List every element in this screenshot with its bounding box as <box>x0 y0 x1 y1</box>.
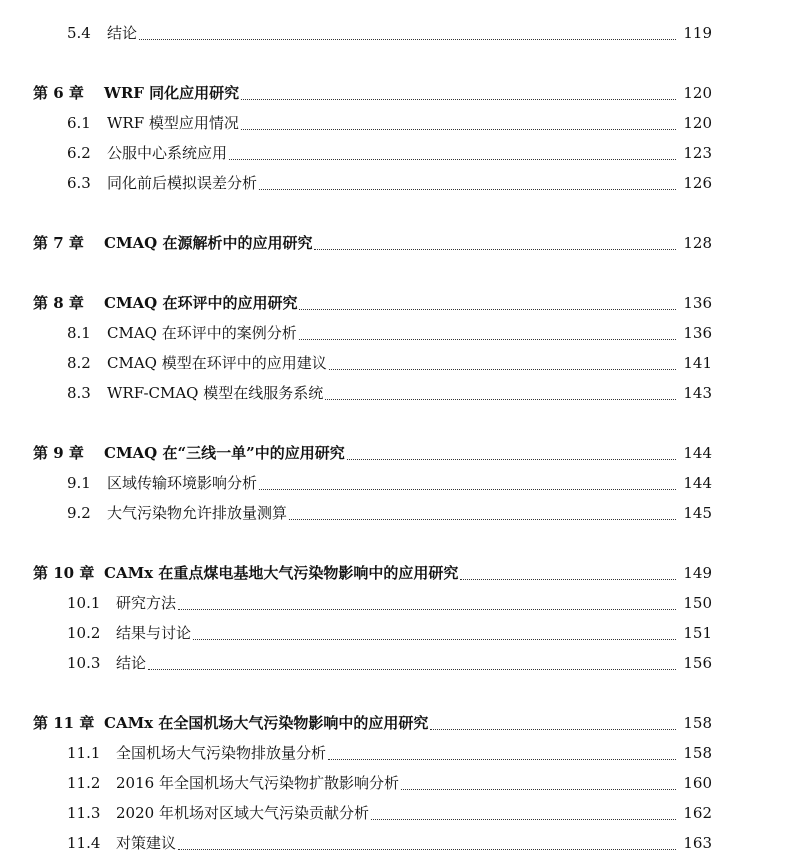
entry-title: 同化前后模拟误差分析 <box>107 174 258 192</box>
toc-section-entry[interactable] <box>0 741 790 765</box>
entry-number: 第 10 章 <box>33 564 95 582</box>
page-number: 145 <box>683 504 712 522</box>
dot-leader <box>178 609 676 610</box>
entry-title: WRF 模型应用情况 <box>107 114 239 132</box>
entry-number: 10.2 <box>67 624 101 642</box>
dot-leader <box>139 39 676 40</box>
toc-chapter-entry[interactable] <box>0 81 790 105</box>
entry-number: 8.2 <box>67 354 91 372</box>
entry-number: 第 6 章 <box>33 84 84 102</box>
dot-leader <box>289 519 676 520</box>
toc-chapter-entry[interactable] <box>0 291 790 315</box>
dot-leader <box>325 399 676 400</box>
page-number: 141 <box>683 354 712 372</box>
page-number: 158 <box>683 714 712 732</box>
entry-title: WRF 同化应用研究 <box>104 84 240 102</box>
entry-title: 全国机场大气污染物排放量分析 <box>116 744 327 762</box>
page-number: 123 <box>683 144 712 162</box>
toc-section-entry[interactable] <box>0 321 790 345</box>
entry-number: 8.1 <box>67 324 91 342</box>
dot-leader <box>347 459 676 460</box>
entry-number: 10.1 <box>67 594 101 612</box>
page-number: 120 <box>683 84 712 102</box>
dot-leader <box>229 159 676 160</box>
dot-leader <box>401 789 676 790</box>
page-number: 163 <box>683 834 712 852</box>
page-number: 136 <box>683 324 712 342</box>
page-number: 120 <box>683 114 712 132</box>
toc-section-entry[interactable] <box>0 621 790 645</box>
page-number: 144 <box>683 444 712 462</box>
entry-number: 第 9 章 <box>33 444 84 462</box>
dot-leader <box>299 339 676 340</box>
entry-number: 5.4 <box>67 24 91 42</box>
entry-number: 6.2 <box>67 144 91 162</box>
toc-section-entry[interactable] <box>0 351 790 375</box>
toc-section-entry[interactable] <box>0 171 790 195</box>
entry-number: 第 11 章 <box>33 714 95 732</box>
dot-leader <box>430 729 676 730</box>
entry-number: 9.1 <box>67 474 91 492</box>
toc-chapter-entry[interactable] <box>0 711 790 735</box>
entry-number: 10.3 <box>67 654 101 672</box>
page-number: 150 <box>683 594 712 612</box>
dot-leader <box>371 819 676 820</box>
entry-number: 9.2 <box>67 504 91 522</box>
entry-title: CMAQ 在环评中的应用研究 <box>104 294 298 312</box>
entry-title: CMAQ 在“三线一单”中的应用研究 <box>104 444 345 462</box>
toc-section-entry[interactable] <box>0 651 790 675</box>
page-number: 149 <box>683 564 712 582</box>
entry-number: 第 8 章 <box>33 294 84 312</box>
entry-title: 2016 年全国机场大气污染物扩散影响分析 <box>116 774 399 792</box>
toc-section-entry[interactable] <box>0 831 790 855</box>
dot-leader <box>329 369 676 370</box>
dot-leader <box>193 639 676 640</box>
entry-title: CMAQ 在源解析中的应用研究 <box>104 234 313 252</box>
page-number: 136 <box>683 294 712 312</box>
entry-title: 结果与讨论 <box>116 624 192 642</box>
entry-number: 11.4 <box>67 834 101 852</box>
toc-section-entry[interactable] <box>0 801 790 825</box>
entry-number: 第 7 章 <box>33 234 84 252</box>
entry-title: CMAQ 模型在环评中的应用建议 <box>107 354 327 372</box>
toc-chapter-entry[interactable] <box>0 231 790 255</box>
page-number: 128 <box>683 234 712 252</box>
toc-section-entry[interactable] <box>0 771 790 795</box>
toc-section-entry[interactable] <box>0 471 790 495</box>
toc-section-entry[interactable] <box>0 591 790 615</box>
entry-title: 对策建议 <box>116 834 177 852</box>
dot-leader <box>241 129 676 130</box>
toc-chapter-entry[interactable] <box>0 441 790 465</box>
entry-number: 11.1 <box>67 744 101 762</box>
page-number: 126 <box>683 174 712 192</box>
dot-leader <box>241 99 676 100</box>
entry-number: 6.1 <box>67 114 91 132</box>
toc-section-entry[interactable] <box>0 111 790 135</box>
dot-leader <box>460 579 676 580</box>
dot-leader <box>299 309 676 310</box>
entry-title: 区域传输环境影响分析 <box>107 474 258 492</box>
page-number: 158 <box>683 744 712 762</box>
toc-section-entry[interactable] <box>0 21 790 45</box>
page-number: 162 <box>683 804 712 822</box>
toc-section-entry[interactable] <box>0 501 790 525</box>
dot-leader <box>178 849 676 850</box>
dot-leader <box>148 669 676 670</box>
entry-title: 公服中心系统应用 <box>107 144 228 162</box>
page-number: 119 <box>683 24 712 42</box>
entry-title: 结论 <box>116 654 147 672</box>
page-number: 143 <box>683 384 712 402</box>
entry-title: 大气污染物允许排放量测算 <box>107 504 288 522</box>
dot-leader <box>259 189 676 190</box>
entry-number: 6.3 <box>67 174 91 192</box>
entry-title: 2020 年机场对区域大气污染贡献分析 <box>116 804 369 822</box>
toc-chapter-entry[interactable] <box>0 561 790 585</box>
entry-title: CAMx 在全国机场大气污染物影响中的应用研究 <box>104 714 429 732</box>
page-number: 160 <box>683 774 712 792</box>
entry-title: CMAQ 在环评中的案例分析 <box>107 324 297 342</box>
toc-section-entry[interactable] <box>0 141 790 165</box>
dot-leader <box>314 249 676 250</box>
entry-title: 研究方法 <box>116 594 177 612</box>
entry-title: 结论 <box>107 24 138 42</box>
page-number: 151 <box>683 624 712 642</box>
dot-leader <box>259 489 676 490</box>
entry-title: WRF-CMAQ 模型在线服务系统 <box>107 384 324 402</box>
entry-number: 11.3 <box>67 804 101 822</box>
entry-number: 11.2 <box>67 774 101 792</box>
page-number: 144 <box>683 474 712 492</box>
entry-title: CAMx 在重点煤电基地大气污染物影响中的应用研究 <box>104 564 459 582</box>
entry-number: 8.3 <box>67 384 91 402</box>
page-number: 156 <box>683 654 712 672</box>
toc-section-entry[interactable] <box>0 381 790 405</box>
dot-leader <box>328 759 676 760</box>
